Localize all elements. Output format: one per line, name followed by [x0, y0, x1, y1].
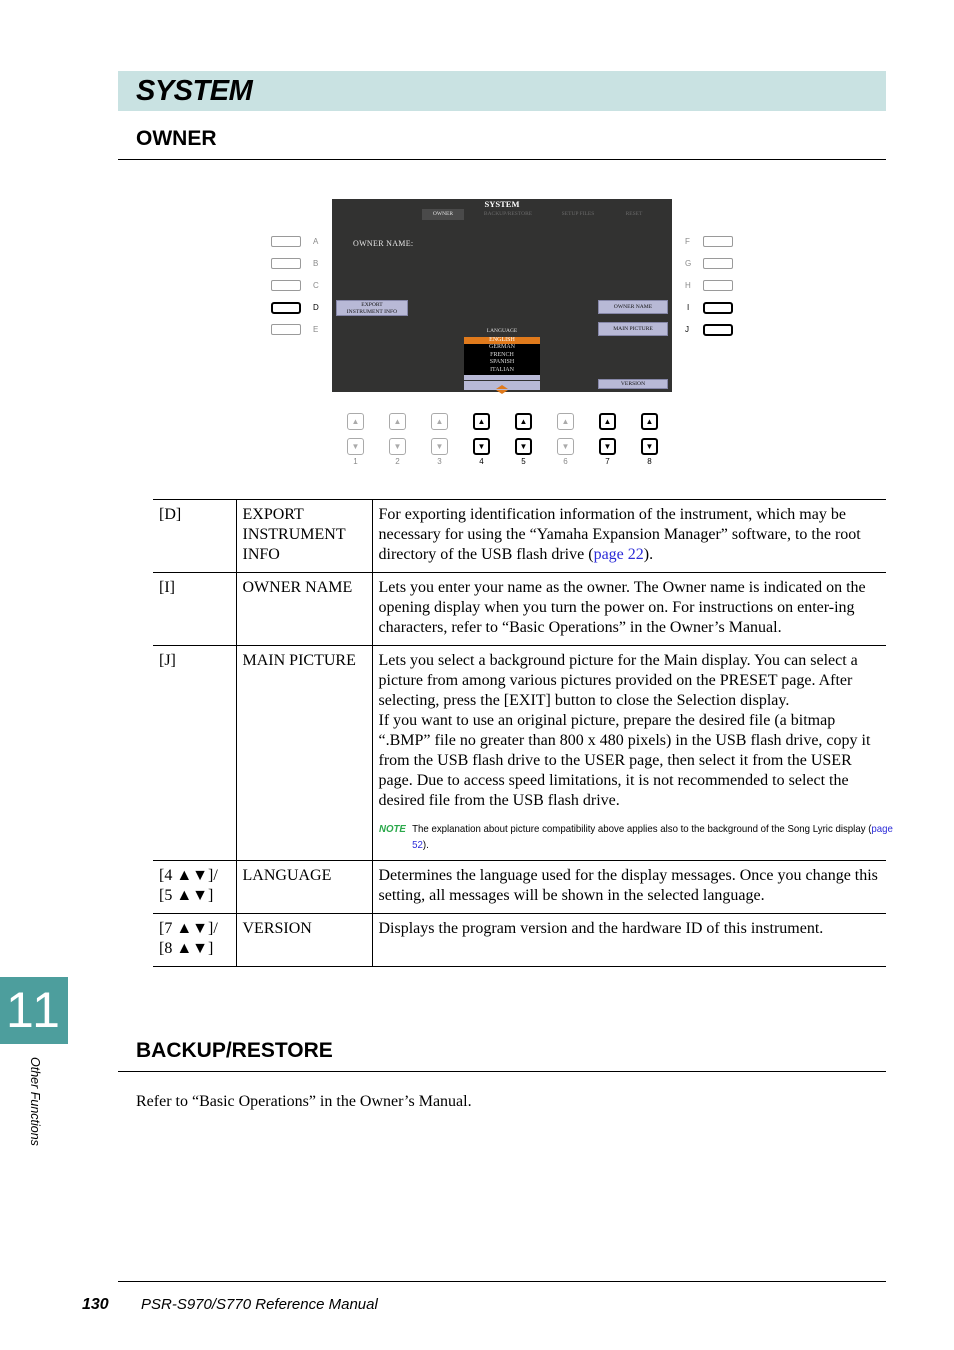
language-item[interactable]: ITALIAN	[490, 366, 514, 373]
language-caption: LANGUAGE	[486, 328, 518, 334]
version-button[interactable]: VERSION	[598, 379, 668, 389]
button-2-up[interactable]: ▲	[389, 413, 406, 430]
number-label: 4	[479, 457, 484, 466]
button-c[interactable]	[271, 280, 301, 291]
row-key: [I]	[153, 573, 236, 646]
language-item[interactable]: SPANISH	[489, 359, 515, 366]
number-label: 5	[521, 457, 526, 466]
desc-paragraph: Lets you select a background picture for the Main display. You can select a picture from among various pictures provided on the PRESET page. After selecting, press the [EXIT] button to close the Selection display.	[378, 652, 858, 709]
label-b: B	[313, 259, 319, 268]
desc-paragraph: If you want to use an original picture, prepare the desired file (a bitmap “.BMP” file no greater than 800 x 480 pixels) in the USB flash drive, copy it from the USB flash drive to the USER page, then select it from the USER page. Due to access speed limitations, it is not recommended to select the desired file from the USB flash drive.	[378, 712, 871, 809]
row-key: [D]	[153, 500, 236, 573]
button-f[interactable]	[703, 236, 733, 247]
tab-backup-restore[interactable]: BACKUP/RESTORE	[483, 211, 533, 217]
label-d: D	[313, 303, 319, 312]
section-title: SYSTEM	[136, 75, 253, 107]
button-a[interactable]	[271, 236, 301, 247]
desc-text: ).	[643, 546, 654, 563]
button-2-down[interactable]: ▼	[389, 438, 406, 455]
row-description	[372, 500, 886, 573]
button-h[interactable]	[703, 280, 733, 291]
row-name: LANGUAGE	[236, 861, 372, 914]
button-i[interactable]	[703, 302, 733, 314]
row-name: OWNER NAME	[236, 573, 372, 646]
manual-title: PSR-S970/S770 Reference Manual	[141, 1296, 378, 1313]
button-4-up[interactable]: ▲	[473, 413, 490, 430]
table-row	[153, 573, 886, 646]
language-list[interactable]	[464, 337, 540, 375]
label-a: A	[313, 237, 319, 246]
note-tag: NOTE	[378, 823, 406, 835]
row-description	[372, 646, 893, 861]
button-5-up[interactable]: ▲	[515, 413, 532, 430]
language-scrollbar[interactable]	[464, 375, 540, 380]
number-label: 7	[605, 457, 610, 466]
label-g: G	[685, 259, 692, 268]
backup-restore-heading: BACKUP/RESTORE	[136, 1039, 333, 1062]
button-4-down[interactable]: ▼	[473, 438, 490, 455]
owner-heading: OWNER	[136, 127, 217, 150]
language-item[interactable]: GERMAN	[488, 344, 515, 351]
row-description: Determines the language used for the display messages. Once you change this setting, all messages will be shown in the selected language.	[372, 861, 886, 914]
language-item[interactable]: ENGLISH	[464, 337, 540, 344]
lcd-display	[332, 199, 672, 392]
row-key-line: [8 ▲▼]	[159, 940, 214, 957]
page-link[interactable]: page 52	[411, 823, 893, 851]
button-1-down[interactable]: ▼	[347, 438, 364, 455]
backup-heading-rule	[118, 1071, 886, 1072]
row-description: Displays the program version and the hardware ID of this instrument.	[372, 914, 886, 967]
tab-owner[interactable]: OWNER	[422, 209, 464, 220]
table-row	[153, 500, 886, 573]
button-d[interactable]	[271, 302, 301, 314]
page-number: 130	[82, 1296, 109, 1313]
tab-setup-files[interactable]: SETUP FILES	[561, 211, 595, 217]
tab-reset[interactable]: RESET	[625, 211, 643, 217]
button-6-up[interactable]: ▲	[557, 413, 574, 430]
owner-name-label: OWNER NAME:	[353, 239, 414, 248]
button-5-down[interactable]: ▼	[515, 438, 532, 455]
button-7-up[interactable]: ▲	[599, 413, 616, 430]
owner-heading-rule	[118, 159, 886, 160]
chapter-label: Other Functions	[28, 1057, 42, 1146]
language-item[interactable]: FRENCH	[490, 351, 514, 358]
button-3-up[interactable]: ▲	[431, 413, 448, 430]
number-label: 2	[395, 457, 400, 466]
export-button-line2: INSTRUMENT INFO	[346, 309, 398, 315]
button-b[interactable]	[271, 258, 301, 269]
row-key: [J]	[153, 646, 236, 861]
table-row	[153, 861, 886, 914]
backup-text: Refer to “Basic Operations” in the Owner’s Manual.	[136, 1093, 472, 1110]
export-button-line1: EXPORT	[361, 302, 383, 308]
row-key-line: [4 ▲▼]/	[159, 867, 218, 884]
number-label: 8	[647, 457, 652, 466]
label-e: E	[313, 325, 319, 334]
parameter-table	[153, 499, 893, 967]
owner-name-button[interactable]: OWNER NAME	[598, 300, 668, 314]
button-g[interactable]	[703, 258, 733, 269]
button-8-down[interactable]: ▼	[641, 438, 658, 455]
language-scroll-arrows[interactable]	[464, 381, 540, 390]
note-text: The explanation about picture compatibility above applies also to the background of the Song Lyric display (	[411, 823, 871, 835]
label-h: H	[685, 281, 691, 290]
button-8-up[interactable]: ▲	[641, 413, 658, 430]
note-text: ).	[422, 839, 429, 851]
label-c: C	[313, 281, 319, 290]
row-description: Lets you enter your name as the owner. The Owner name is indicated on the opening display when you turn the power on. For instructions on enter-ing characters, refer to “Basic Operations” in the Owner’s Manual.	[372, 573, 886, 646]
button-7-down[interactable]: ▼	[599, 438, 616, 455]
up-down-arrows-icon	[464, 385, 540, 394]
lcd-title: SYSTEM	[484, 199, 520, 209]
label-f: F	[685, 237, 690, 246]
export-instrument-info-button[interactable]	[336, 300, 408, 316]
row-key-line: [5 ▲▼]	[159, 887, 214, 904]
note	[379, 821, 897, 853]
table-row	[153, 914, 886, 967]
table-row	[153, 646, 886, 861]
desc-text: For exporting identification information of the instrument, which may be necessary for using the “Yamaha Expansion Manager” software, to the root directory of the USB flash drive (	[378, 506, 861, 563]
button-3-down[interactable]: ▼	[431, 438, 448, 455]
row-key	[153, 914, 236, 967]
main-picture-button[interactable]: MAIN PICTURE	[598, 322, 668, 336]
row-key-line: [7 ▲▼]/	[159, 920, 218, 937]
number-label: 1	[353, 457, 358, 466]
chapter-number: 11	[6, 982, 62, 1038]
row-key	[153, 861, 236, 914]
row-name: VERSION	[236, 914, 372, 967]
button-6-down[interactable]: ▼	[557, 438, 574, 455]
row-name: MAIN PICTURE	[236, 646, 372, 861]
lcd-tabs	[332, 209, 672, 220]
number-label: 3	[437, 457, 442, 466]
footer-rule	[118, 1281, 886, 1282]
page-link[interactable]: page 22	[593, 546, 644, 563]
button-1-up[interactable]: ▲	[347, 413, 364, 430]
number-label: 6	[563, 457, 568, 466]
button-e[interactable]	[271, 324, 301, 335]
label-j: J	[685, 325, 689, 334]
button-j[interactable]	[703, 324, 733, 336]
row-name: EXPORT INSTRUMENT INFO	[236, 500, 372, 573]
label-i: I	[687, 303, 690, 312]
